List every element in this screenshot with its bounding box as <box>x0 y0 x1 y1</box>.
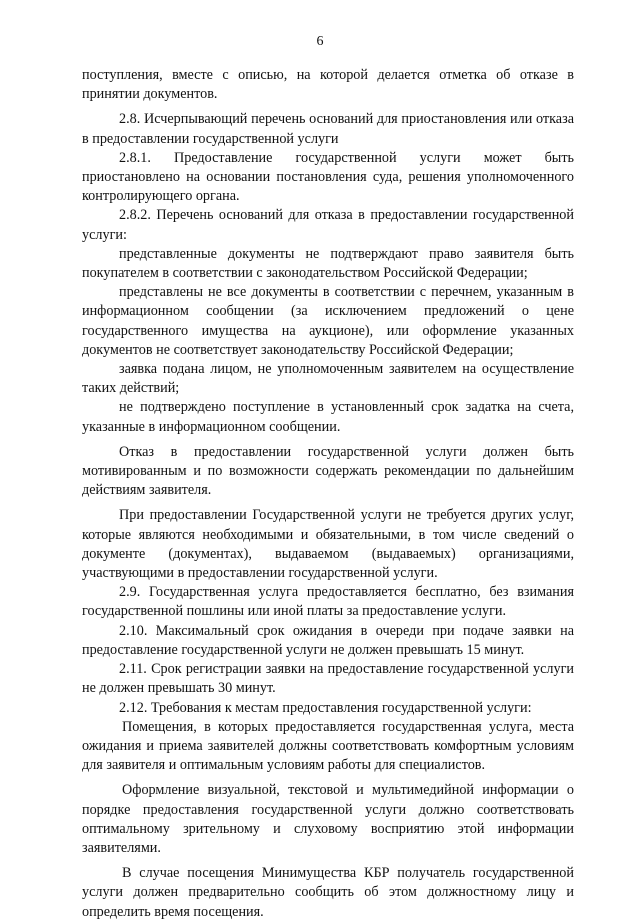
paragraph-refusal-motivation: Отказ в предоставлении государственной услуги должен быть мотивированным и по возможности содержать рекомендации по дальнейшим действиям заявителя. <box>82 443 574 499</box>
paragraph-premises: Помещения, в которых предоставляется государственная услуга, места ожидания и приема заявителей должны соответствовать комфортным условиям для заявителя и оптимальным условиям работы для специалистов. <box>82 718 574 774</box>
refusal-ground-4: не подтверждено поступление в установленный срок задатка на счета, указанные в информационном сообщении. <box>82 399 574 435</box>
paragraph-2-9: 2.9. Государственная услуга предоставляется бесплатно, без взимания государственной пошлины или иной платы за предоставление услуги. <box>82 584 574 620</box>
paragraph-2-8-2: 2.8.2. Перечень оснований для отказа в предоставлении государственной услуги: <box>82 207 574 243</box>
paragraph-other-services: При предоставлении Государственной услуги не требуется других услуг, которые являются необходимыми и обязательными, в том числе сведений о документе (документах), выдаваемом (выдаваемых) организациями, участвующими в предоставлении государственной услуги. <box>82 507 574 582</box>
paragraph-2-10: 2.10. Максимальный срок ожидания в очереди при подаче заявки на предоставление государственной услуги не должен превышать 15 минут. <box>82 622 574 658</box>
paragraph-information-design: Оформление визуальной, текстовой и мультимедийной информации о порядке предоставления государственной услуги должно соответствовать оптимальному зрительному и слуховому восприятию этой информации заявителями. <box>82 782 574 856</box>
paragraph-continuation: поступления, вместе с описью, на которой делается отметка об отказе в принятии документов. <box>82 67 574 103</box>
refusal-ground-1: представленные документы не подтверждают право заявителя быть покупателем в соответствии с законодательством Российской Федерации; <box>82 245 574 282</box>
paragraph-2-8-1: 2.8.1. Предоставление государственной услуги может быть приостановлено на основании постановления суда, решения уполномоченного контролирующего органа. <box>82 149 574 205</box>
refusal-ground-3: заявка подана лицом, не уполномоченным заявителем на осуществление таких действий; <box>82 361 574 397</box>
paragraph-2-12: 2.12. Требования к местам предоставления государственной услуги: <box>119 699 532 716</box>
page-number: 6 <box>316 34 324 49</box>
refusal-ground-2: представлены не все документы в соответствии с перечнем, указанным в информационном сообщении (за исключением предложений о цене государственного имущества на аукционе), или оформление указанных документов не соответствует законодательству Российской Федерации; <box>82 284 574 358</box>
paragraph-2-8-heading: 2.8. Исчерпывающий перечень оснований для приостановления или отказа в предоставлении государственной услуги <box>82 111 574 147</box>
document-body <box>82 66 574 922</box>
paragraph-2-11: 2.11. Срок регистрации заявки на предоставление государственной услуги не должен превышать 30 минут. <box>82 661 574 697</box>
paragraph-visit: В случае посещения Минимущества КБР получатель государственной услуги должен предварительно сообщить об этом должностному лицу и определить время посещения. <box>82 865 574 920</box>
